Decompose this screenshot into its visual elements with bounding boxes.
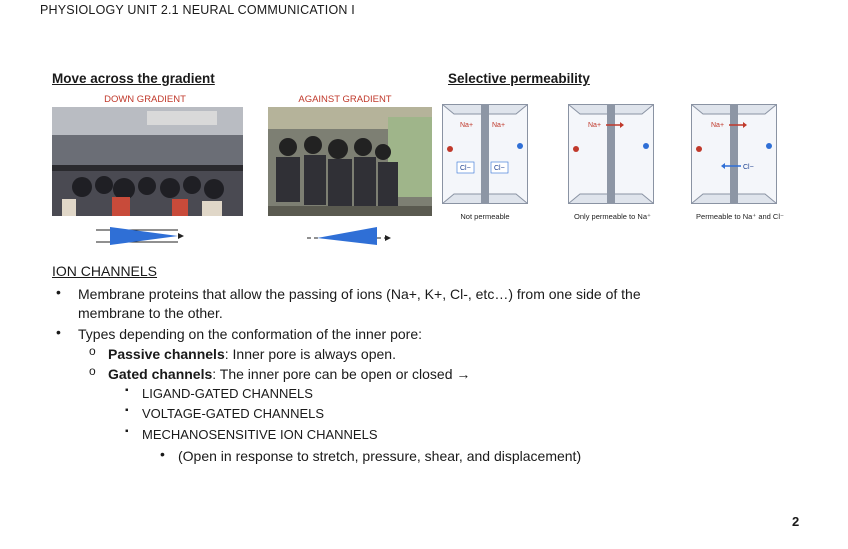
- cl-channel-icon: [643, 143, 649, 149]
- only-na-permeable-caption: Only permeable to Na⁺: [574, 212, 651, 221]
- passive-channels-item: [108, 344, 396, 364]
- passive-channels-label: Passive channels: [108, 346, 225, 362]
- only-na-permeable-diagram: [568, 104, 654, 204]
- na-channel-icon: [573, 146, 579, 152]
- gated-channels-item: [108, 364, 470, 384]
- move-gradient-title: Move across the gradient: [52, 71, 215, 86]
- cl-channel-icon: [517, 143, 523, 149]
- voltage-gated-item: VOLTAGE-GATED CHANNELS: [142, 406, 325, 421]
- gated-channels-label: Gated channels: [108, 366, 213, 382]
- sub-bullet-circle: o: [89, 364, 96, 378]
- na-channel-icon: [696, 146, 702, 152]
- not-permeable-caption: Not permeable: [460, 212, 510, 221]
- bullet1-line2: membrane to the other.: [78, 305, 223, 321]
- sub-bullet-circle: o: [89, 344, 96, 358]
- down-gradient-caption: DOWN GRADIENT: [104, 94, 186, 105]
- bullet2-text: Types depending on the conformation of the inner pore:: [78, 326, 423, 342]
- selective-permeability-title: Selective permeability: [448, 71, 590, 86]
- na-ion-label: Na+: [460, 122, 474, 129]
- cl-ion-label: Cl−: [460, 165, 471, 172]
- page-number: 2: [792, 514, 800, 529]
- cl-ion-label: Cl−: [743, 164, 754, 171]
- against-gradient-arrow: [307, 225, 392, 247]
- na-channel-icon: [447, 146, 453, 152]
- ligand-gated-item: LIGAND-GATED CHANNELS: [142, 386, 313, 401]
- gated-channels-text: : The inner pore can be open or closed →: [212, 366, 471, 382]
- down-gradient-photo: [52, 107, 243, 216]
- document-header: PHYSIOLOGY UNIT 2.1 NEURAL COMMUNICATION I: [40, 3, 355, 17]
- square-bullet: ▪: [125, 385, 129, 396]
- bullet1-line1: Membrane proteins that allow the passing of ions (Na+, K+, Cl-, etc…) from one side of the: [78, 286, 641, 302]
- na-cl-permeable-caption: Permeable to Na⁺ and Cl⁻: [696, 212, 784, 221]
- not-permeable-diagram: [442, 104, 528, 204]
- na-ion-label: Na+: [492, 122, 506, 129]
- ion-channels-heading: ION CHANNELS: [52, 263, 158, 279]
- passive-channels-text: : Inner pore is always open.: [224, 346, 396, 362]
- na-ion-label: Na+: [711, 122, 725, 129]
- square-bullet: ▪: [125, 426, 129, 437]
- na-cl-permeable-diagram: [691, 104, 777, 204]
- cl-ion-label: Cl−: [494, 165, 505, 172]
- na-ion-label: Na+: [588, 122, 602, 129]
- mechanosensitive-item: MECHANOSENSITIVE ION CHANNELS: [142, 427, 378, 442]
- bullet-dot: •: [160, 446, 165, 462]
- square-bullet: ▪: [125, 405, 129, 416]
- bullet-dot: •: [56, 324, 61, 340]
- cl-channel-icon: [766, 143, 772, 149]
- mechano-note: (Open in response to stretch, pressure, shear, and displacement): [178, 448, 582, 464]
- against-gradient-caption: AGAINST GRADIENT: [298, 94, 392, 105]
- bullet-dot: •: [56, 284, 61, 300]
- against-gradient-photo: [268, 107, 432, 216]
- down-gradient-arrow: [96, 225, 186, 247]
